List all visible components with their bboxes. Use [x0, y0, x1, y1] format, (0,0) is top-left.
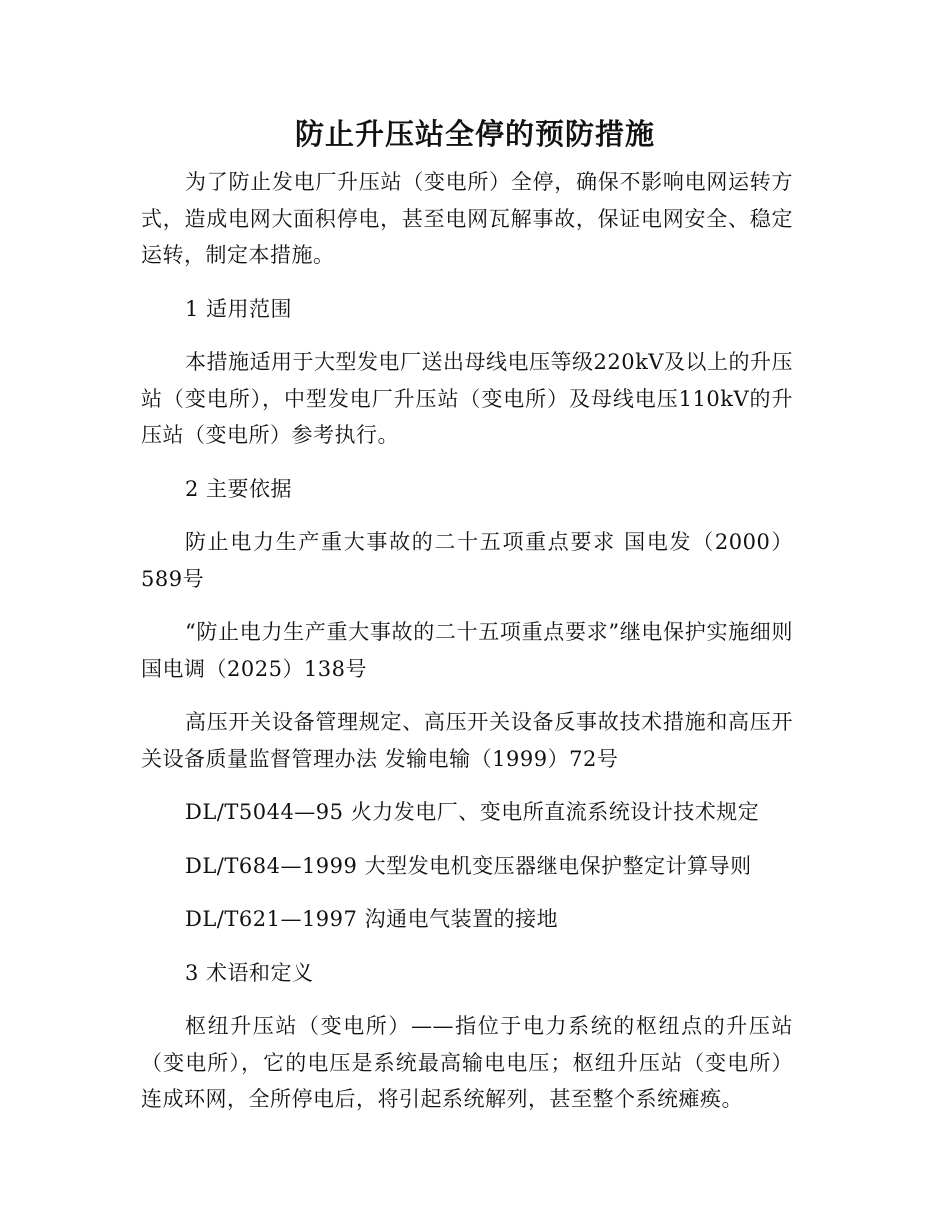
- document-title: 防止升压站全停的预防措施: [294, 117, 655, 151]
- scope-paragraph: 本措施适用于大型发电厂送出母线电压等级220kV及以上的升压站（变电所），中型发电厂升压站（变电所）及母线电压110kV的升压站（变电所）参考执行。: [141, 350, 793, 447]
- section-heading-terms: 3 术语和定义: [185, 960, 314, 985]
- section-heading-basis: 2 主要依据: [185, 476, 293, 501]
- section-heading-scope: 1 适用范围: [185, 296, 293, 321]
- basis-item: DL/T684—1999 大型发电机变压器继电保护整定计算导则: [185, 853, 752, 878]
- definition-paragraph: 枢纽升压站（变电所）——指位于电力系统的枢纽点的升压站（变电所），它的电压是系统最高输电电压；枢纽升压站（变电所）连成环网，全所停电后，将引起系统解列，甚至整个系统瘫痪。: [141, 1014, 793, 1111]
- document-body: [141, 164, 793, 1135]
- intro-paragraph: 为了防止发电厂升压站（变电所）全停，确保不影响电网运转方式，造成电网大面积停电，甚至电网瓦解事故，保证电网安全、稳定运转，制定本措施。: [141, 170, 793, 267]
- basis-item: 高压开关设备管理规定、高压开关设备反事故技术措施和高压开关设备质量监督管理办法 发输电输（1999）72号: [141, 710, 793, 771]
- basis-item: 防止电力生产重大事故的二十五项重点要求 国电发（2000）589号: [141, 530, 793, 591]
- basis-item: “防止电力生产重大事故的二十五项重点要求”继电保护实施细则 国电调（2025）138号: [141, 620, 793, 681]
- basis-item: DL/T621—1997 沟通电气装置的接地: [185, 907, 559, 931]
- basis-item: DL/T5044—95 火力发电厂、变电所直流系统设计技术规定: [185, 800, 760, 824]
